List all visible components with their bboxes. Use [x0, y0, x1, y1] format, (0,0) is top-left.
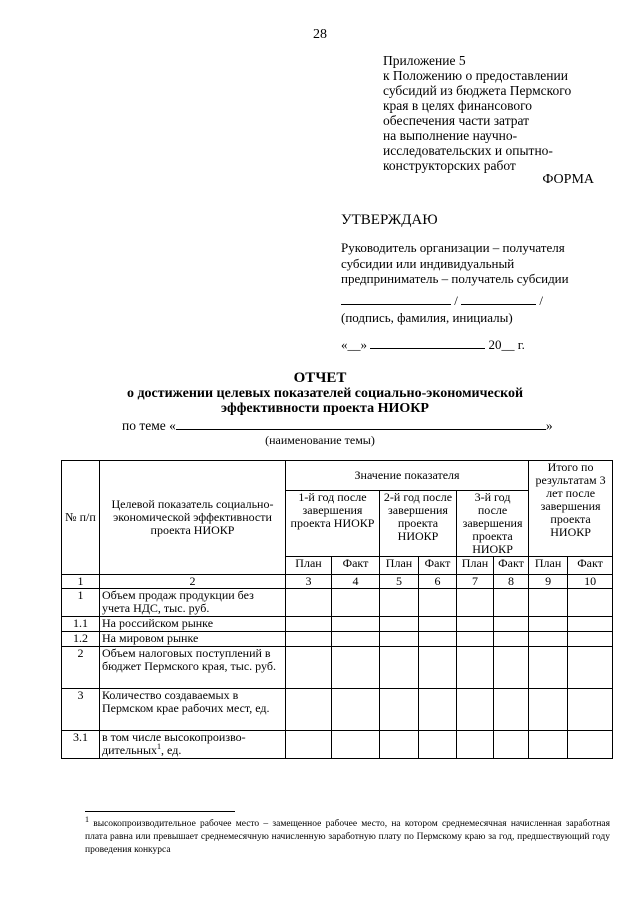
value-cell[interactable] — [568, 731, 613, 759]
header-year-2: 2-й год после завершения проекта НИОКР — [380, 491, 457, 557]
value-cell[interactable] — [332, 589, 380, 617]
value-cell[interactable] — [286, 632, 332, 647]
column-number: 3 — [286, 575, 332, 589]
value-cell[interactable] — [332, 731, 380, 759]
row-indicator: Объем налоговых поступлений в бюджет Пермского края, тыс. руб. — [100, 647, 286, 689]
value-cell[interactable] — [332, 647, 380, 689]
value-cell[interactable] — [286, 617, 332, 632]
column-number: 4 — [332, 575, 380, 589]
row-num: 3 — [62, 689, 100, 731]
value-cell[interactable] — [568, 647, 613, 689]
column-number: 5 — [380, 575, 419, 589]
approver-line: Руководитель организации – получателя — [341, 240, 565, 255]
value-cell[interactable] — [494, 617, 529, 632]
value-cell[interactable] — [457, 632, 494, 647]
approve-title: УТВЕРЖДАЮ — [341, 212, 438, 228]
value-cell[interactable] — [494, 589, 529, 617]
row-indicator-tail: , ед. — [161, 743, 182, 757]
value-cell[interactable] — [568, 617, 613, 632]
appendix-line: обеспечения части затрат — [383, 113, 530, 128]
table-row — [62, 589, 613, 617]
row-indicator: Количество создаваемых в Пермском крае рабочих мест, ед. — [100, 689, 286, 731]
value-cell[interactable] — [457, 589, 494, 617]
value-cell[interactable] — [419, 617, 457, 632]
value-cell[interactable] — [529, 632, 568, 647]
value-cell[interactable] — [286, 689, 332, 731]
report-subtitle-line: о достижении целевых показателей социально-экономической — [126, 386, 524, 401]
value-cell[interactable] — [529, 617, 568, 632]
value-cell[interactable] — [494, 647, 529, 689]
header-fact: Факт — [419, 557, 457, 575]
column-number: 9 — [529, 575, 568, 589]
header-year-1: 1-й год после завершения проекта НИОКР — [286, 491, 380, 557]
value-cell[interactable] — [286, 589, 332, 617]
header-plan: План — [457, 557, 494, 575]
row-indicator-text: в том числе высокопроизво-дительных — [102, 730, 246, 757]
row-num: 2 — [62, 647, 100, 689]
appendix-line: края в целях финансового — [383, 98, 533, 113]
value-cell[interactable] — [380, 589, 419, 617]
value-cell[interactable] — [380, 617, 419, 632]
appendix-line: исследовательских и опытно- — [383, 143, 553, 158]
value-cell[interactable] — [419, 589, 457, 617]
value-cell[interactable] — [419, 632, 457, 647]
footnote-mark: 1 — [85, 814, 89, 824]
column-number: 7 — [457, 575, 494, 589]
footnote-text: высокопроизводительное рабочее место – замещенное рабочее место, на котором среднемесячная начисленная заработная плата равна или превышает среднемесячную начисленную заработную плату по Пермскому краю за год, предшествующий году проведения конкурса — [85, 819, 610, 855]
table-row — [62, 689, 613, 731]
table-row — [62, 617, 613, 632]
column-number: 2 — [100, 575, 286, 589]
appendix-line: к Положению о предоставлении — [383, 68, 568, 83]
approver-line: предприниматель – получатель субсидии — [341, 271, 569, 286]
header-fact: Факт — [332, 557, 380, 575]
value-cell[interactable] — [529, 689, 568, 731]
value-cell[interactable] — [568, 632, 613, 647]
header-num: № п/п — [62, 461, 100, 575]
value-cell[interactable] — [332, 617, 380, 632]
value-cell[interactable] — [529, 647, 568, 689]
value-cell[interactable] — [457, 647, 494, 689]
header-plan: План — [529, 557, 568, 575]
row-indicator: На мировом рынке — [100, 632, 286, 647]
value-cell[interactable] — [568, 589, 613, 617]
appendix-line: субсидий из бюджета Пермского — [383, 83, 572, 98]
column-number: 1 — [62, 575, 100, 589]
value-cell[interactable] — [380, 632, 419, 647]
header-year-3: 3-й год после завершения проекта НИОКР — [457, 491, 529, 557]
value-cell[interactable] — [332, 632, 380, 647]
row-num: 1.2 — [62, 632, 100, 647]
column-number-row — [62, 575, 613, 589]
value-cell[interactable] — [286, 647, 332, 689]
row-indicator: На российском рынке — [100, 617, 286, 632]
row-num: 1.1 — [62, 617, 100, 632]
signature-separator: / — [454, 293, 458, 308]
date-month-blank[interactable] — [370, 336, 485, 349]
theme-prefix: по теме « — [122, 418, 176, 433]
value-cell[interactable] — [494, 632, 529, 647]
signature-separator: / — [539, 293, 543, 308]
row-num: 1 — [62, 589, 100, 617]
signature-blank[interactable] — [341, 292, 451, 305]
date-day: «__» — [341, 337, 367, 352]
table-row — [62, 731, 613, 759]
approver-line: субсидии или индивидуальный — [341, 255, 515, 271]
value-cell[interactable] — [419, 647, 457, 689]
footnote-divider — [85, 811, 235, 812]
row-indicator: Объем продаж продукции без учета НДС, тыс. руб. — [100, 589, 286, 617]
value-cell[interactable] — [286, 731, 332, 759]
row-indicator — [100, 731, 286, 759]
approver-position — [341, 240, 569, 287]
footnote — [85, 814, 610, 857]
value-cell[interactable] — [529, 731, 568, 759]
report-subtitle — [90, 386, 560, 416]
value-cell[interactable] — [568, 689, 613, 731]
value-cell[interactable] — [494, 689, 529, 731]
header-total: Итого по результатам 3 лет после завершения проекта НИОКР — [529, 461, 613, 557]
header-value: Значение показателя — [286, 461, 529, 491]
theme-caption: (наименование темы) — [265, 433, 375, 447]
column-number: 6 — [419, 575, 457, 589]
value-cell[interactable] — [457, 731, 494, 759]
column-number: 10 — [568, 575, 613, 589]
value-cell[interactable] — [419, 731, 457, 759]
signature-caption: (подпись, фамилия, инициалы) — [341, 310, 513, 325]
value-cell[interactable] — [380, 731, 419, 759]
theme-blank[interactable] — [176, 417, 546, 430]
value-cell[interactable] — [380, 647, 419, 689]
appendix-block — [383, 53, 613, 173]
value-cell[interactable] — [494, 731, 529, 759]
theme-suffix: » — [545, 418, 553, 433]
table-row — [62, 647, 613, 689]
signature-line — [341, 292, 543, 309]
name-blank[interactable] — [461, 292, 536, 305]
header-plan: План — [286, 557, 332, 575]
row-num: 3.1 — [62, 731, 100, 759]
appendix-line: на выполнение научно- — [383, 128, 518, 143]
value-cell[interactable] — [457, 689, 494, 731]
value-cell[interactable] — [332, 689, 380, 731]
page-number: 28 — [313, 27, 327, 42]
indicators-table — [61, 460, 613, 759]
appendix-line: конструкторских работ — [383, 158, 516, 173]
report-subtitle-line: эффективности проекта НИОКР — [221, 401, 429, 416]
table-row — [62, 632, 613, 647]
form-label: ФОРМА — [542, 172, 594, 187]
report-title: ОТЧЕТ — [293, 370, 347, 386]
value-cell[interactable] — [529, 589, 568, 617]
header-plan: План — [380, 557, 419, 575]
footnote-ref: 1 — [157, 742, 162, 751]
value-cell[interactable] — [419, 689, 457, 731]
date-year: 20__ г. — [488, 337, 525, 352]
column-number: 8 — [494, 575, 529, 589]
header-fact: Факт — [494, 557, 529, 575]
theme-line — [122, 417, 553, 434]
appendix-line: Приложение 5 — [383, 53, 466, 68]
value-cell[interactable] — [457, 617, 494, 632]
header-fact: Факт — [568, 557, 613, 575]
value-cell[interactable] — [380, 689, 419, 731]
date-line — [341, 336, 525, 353]
header-indicator: Целевой показатель социально-экономической эффективности проекта НИОКР — [100, 461, 286, 575]
